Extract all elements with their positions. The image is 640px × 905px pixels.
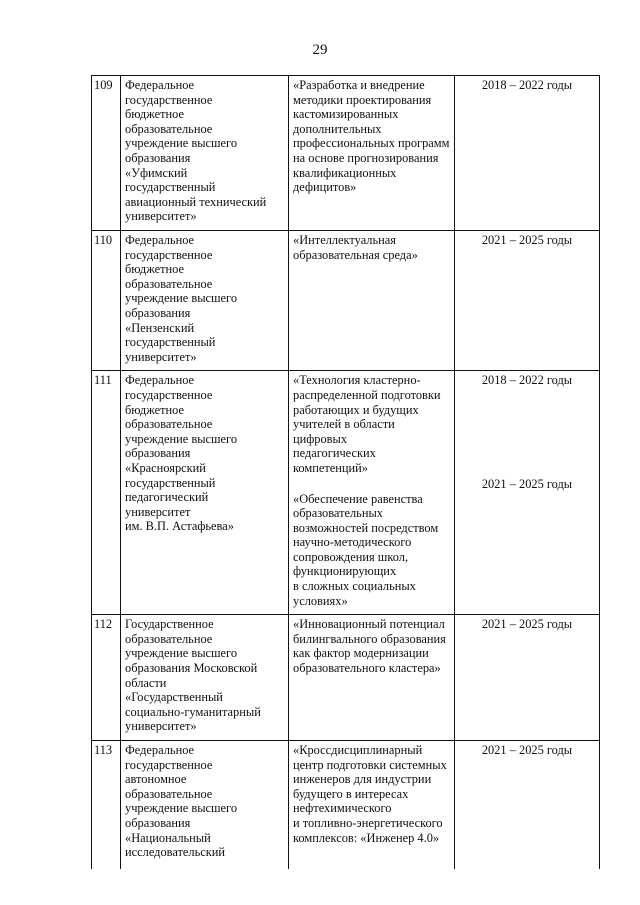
- project-line: в сложных социальных: [293, 579, 416, 594]
- organization-line: государственный: [125, 335, 216, 350]
- years-text: 2021 – 2025 годы: [481, 617, 573, 632]
- table-row: [92, 615, 600, 741]
- years-text: 2018 – 2022 годы: [481, 373, 573, 388]
- organization-line: университет»: [125, 349, 197, 364]
- project-line: профессиональных программ: [293, 136, 450, 151]
- projects-table: [91, 75, 600, 869]
- organization-line: учреждение высшего: [125, 801, 238, 816]
- project-line: возможностей посредством: [293, 520, 439, 535]
- years-text: 2021 – 2025 годы: [481, 476, 573, 491]
- project-line: центр подготовки системных: [293, 757, 447, 772]
- organization-line: университет: [125, 504, 191, 519]
- project-cell: [289, 741, 455, 870]
- years-cell: [455, 76, 600, 231]
- row-number: 110: [92, 231, 121, 371]
- organization-line: исследовательский: [125, 845, 226, 860]
- organization-line: образовательное: [125, 417, 213, 432]
- organization-cell: [121, 741, 289, 870]
- organization-line: образования: [125, 815, 191, 830]
- organization-line: им. В.П. Астафьева»: [125, 519, 234, 534]
- row-number: 112: [92, 615, 121, 741]
- table-row: [92, 741, 600, 870]
- project-line: сопровождения школ,: [293, 549, 409, 564]
- project-line: будущего в интересах: [293, 786, 409, 801]
- organization-line: Федеральное: [125, 78, 195, 92]
- project-line: билингвального образования: [293, 631, 446, 646]
- project-line: как фактор модернизации: [293, 646, 429, 661]
- organization-line: Федеральное: [125, 233, 195, 247]
- project-line: «Обеспечение равенства: [293, 491, 423, 506]
- years-text: 2021 – 2025 годы: [481, 743, 573, 757]
- years-cell: [455, 231, 600, 371]
- row-number: 113: [92, 741, 121, 870]
- organization-cell: [121, 76, 289, 231]
- organization-line: авиационный технический: [125, 194, 267, 209]
- project-line: квалификационных: [293, 165, 397, 180]
- project-line: компетенций»: [293, 460, 368, 475]
- project-line: научно-методического: [293, 535, 412, 550]
- organization-line: «Национальный: [125, 830, 211, 845]
- organization-line: учреждение высшего: [125, 136, 238, 151]
- project-line: функционирующих: [293, 564, 397, 579]
- project-block: [293, 492, 450, 609]
- project-cell: [289, 76, 455, 231]
- page-number: 29: [312, 42, 328, 58]
- organization-line: образования Московской: [125, 661, 258, 676]
- organization-line: образования: [125, 305, 191, 320]
- organization-line: учреждение высшего: [125, 646, 238, 661]
- project-line: комплексов: «Инженер 4.0»: [293, 830, 440, 845]
- organization-line: Государственное: [125, 617, 214, 632]
- organization-line: образовательное: [125, 631, 213, 646]
- organization-line: Федеральное: [125, 373, 195, 388]
- project-line: и топливно-энергетического: [293, 815, 443, 830]
- project-line: условиях»: [293, 593, 348, 608]
- project-cell: [289, 231, 455, 371]
- project-line: кастомизированных: [293, 107, 399, 122]
- project-line: дефицитов»: [293, 180, 357, 195]
- table-row: [92, 76, 600, 231]
- organization-cell: [121, 231, 289, 371]
- project-line: «Технология кластерно-: [293, 373, 421, 388]
- organization-line: государственное: [125, 387, 213, 402]
- organization-line: государственное: [125, 247, 213, 262]
- organization-line: государственное: [125, 757, 213, 772]
- organization-line: государственный: [125, 180, 216, 195]
- project-line: методики проектирования: [293, 92, 432, 107]
- organization-line: бюджетное: [125, 262, 185, 277]
- organization-line: «Пензенский: [125, 320, 195, 335]
- organization-line: государственный: [125, 475, 216, 490]
- years-cell: [455, 371, 600, 615]
- organization-line: государственное: [125, 92, 213, 107]
- project-line: «Кроссдисциплинарный: [293, 743, 423, 757]
- years-text: 2018 – 2022 годы: [481, 78, 573, 92]
- organization-line: «Уфимский: [125, 165, 188, 180]
- project-line: образовательных: [293, 506, 383, 521]
- organization-line: «Красноярский: [125, 460, 206, 475]
- project-line: образовательная среда»: [293, 247, 418, 262]
- project-line: «Интеллектуальная: [293, 233, 396, 247]
- project-line: работающих и будущих: [293, 402, 419, 417]
- project-cell: [289, 371, 455, 615]
- organization-line: бюджетное: [125, 402, 185, 417]
- organization-line: образовательное: [125, 786, 213, 801]
- row-number: 111: [92, 371, 121, 615]
- project-line: учителей в области цифровых: [293, 417, 395, 446]
- project-line: на основе прогнозирования: [293, 150, 439, 165]
- table-row: [92, 371, 600, 615]
- table-row: [92, 231, 600, 371]
- organization-line: учреждение высшего: [125, 431, 238, 446]
- organization-line: образования: [125, 150, 191, 165]
- organization-cell: [121, 371, 289, 615]
- project-line: нефтехимического: [293, 801, 392, 816]
- project-cell: [289, 615, 455, 741]
- organization-line: педагогический: [125, 490, 209, 505]
- years-cell: [455, 741, 600, 870]
- organization-line: области: [125, 675, 167, 690]
- organization-line: образования: [125, 446, 191, 461]
- project-line: инженеров для индустрии: [293, 772, 432, 787]
- project-line: «Разработка и внедрение: [293, 78, 425, 92]
- organization-line: учреждение высшего: [125, 291, 238, 306]
- project-line: «Инновационный потенциал: [293, 617, 445, 632]
- organization-line: образовательное: [125, 276, 213, 291]
- organization-line: автономное: [125, 772, 187, 787]
- years-text: 2021 – 2025 годы: [481, 233, 573, 247]
- organization-line: социально-гуманитарный: [125, 704, 261, 719]
- project-line: педагогических: [293, 446, 376, 461]
- organization-line: университет»: [125, 209, 197, 224]
- project-line: дополнительных: [293, 121, 382, 136]
- organization-line: Федеральное: [125, 743, 195, 757]
- organization-line: образовательное: [125, 121, 213, 136]
- organization-line: бюджетное: [125, 107, 185, 122]
- organization-cell: [121, 615, 289, 741]
- project-block: [293, 373, 450, 475]
- project-line: образовательного кластера»: [293, 661, 441, 676]
- years-cell: [455, 615, 600, 741]
- project-line: распределенной подготовки: [293, 387, 441, 402]
- row-number: 109: [92, 76, 121, 231]
- organization-line: «Государственный: [125, 690, 223, 705]
- organization-line: университет»: [125, 719, 197, 734]
